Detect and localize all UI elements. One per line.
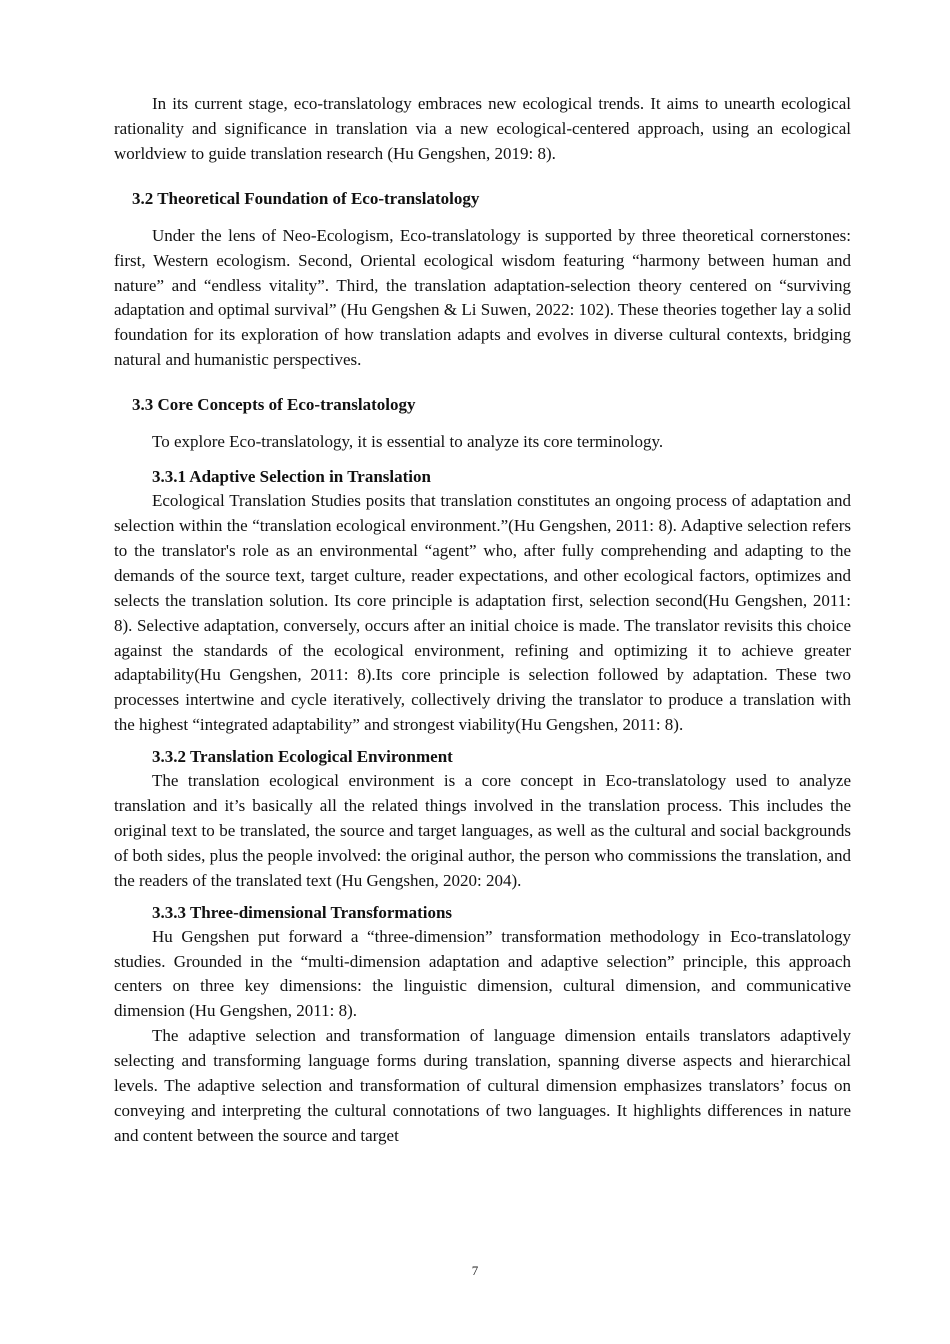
subsection-heading-3-3-2: 3.3.2 Translation Ecological Environment — [152, 747, 453, 767]
subsection-heading-3-3-3: 3.3.3 Three-dimensional Transformations — [152, 902, 453, 922]
section-heading-3-2: 3.2 Theoretical Foundation of Eco-translatology — [132, 188, 480, 208]
paragraph-theoretical-foundation: Under the lens of Neo-Ecologism, Eco-translatology is supported by three theoretical cornerstones: first, Western ecologism. Second, Oriental ecological wisdom featuring “harmony between human and nature” and “endless vitality”. Third, the translation adaptation-selection theory centered on “surviving adaptation and optimal survival” (Hu Gengshen & Li Suwen, 2022: 102). These theories together lay a solid foundation for its exploration of how translation adapts and evolves in diverse cultural contexts, bridging natural and humanistic perspectives. — [114, 225, 851, 370]
paragraph-three-dimension: Hu Gengshen put forward a “three-dimension” transformation methodology in Eco-translatology studies. Grounded in the “multi-dimension adaptation and adaptive selection” principle, this approach centers on three key dimensions: the linguistic dimension, cultural dimension, and communicative dimension (Hu Gengshen, 2011: 8). — [114, 926, 851, 1021]
paragraph-eco-trends: In its current stage, eco-translatology embraces new ecological trends. It aims to unearth ecological rationality and significance in translation via a new ecological-centered approach, using an ecological worldview to guide translation research (Hu Gengshen, 2019: 8). — [114, 94, 851, 163]
paragraph-ecological-environment: The translation ecological environment is a core concept in Eco-translatology used to analyze translation and it’s basically all the related things involved in the translation process. This includes the original text to be translated, the source and target languages, as well as the cultural and social backgrounds of both sides, plus the people involved: the original author, the person who commissions the translation, and the readers of the translated text (Hu Gengshen, 2020: 204). — [114, 771, 851, 890]
page-number: 7 — [471, 1263, 479, 1278]
paragraph-language-dimension: The adaptive selection and transformation of language dimension entails translators adaptively selecting and transforming language forms during translation, spanning diverse aspects and hierarchical levels. The adaptive selection and transformation of cultural dimension emphasizes translators’ focus on conveying and interpreting the cultural connotations of two languages. It highlights differences in nature and content between the source and target — [114, 1026, 851, 1145]
page-body — [114, 92, 851, 1149]
paragraph-adaptive-selection: Ecological Translation Studies posits that translation constitutes an ongoing process of adaptation and selection within the “translation ecological environment.”(Hu Gengshen, 2011: 8). Adaptive selection refers to the translator's role as an environmental “agent” who, after fully comprehending and adapting to the demands of the source text, target culture, reader expectations, and other ecological factors, optimizes and selects the translation solution. Its core principle is adaptation first, selection second(Hu Gengshen, 2011: 8). Selective adaptation, conversely, occurs after an initial choice is made. The translator revisits this choice against the standards of the ecological environment, refining and optimizing it to achieve greater adaptability(Hu Gengshen, 2011: 8).Its core principle is selection followed by adaptation. These two processes intertwine and cycle iteratively, collectively driving the translator to produce a translation with the highest “integrated adaptability” and strongest viability(Hu Gengshen, 2011: 8). — [114, 491, 851, 735]
subsection-heading-3-3-1: 3.3.1 Adaptive Selection in Translation — [152, 467, 431, 487]
paragraph-core-terminology: To explore Eco-translatology, it is essential to analyze its core terminology. — [152, 432, 664, 452]
section-heading-3-3: 3.3 Core Concepts of Eco-translatology — [132, 395, 416, 415]
